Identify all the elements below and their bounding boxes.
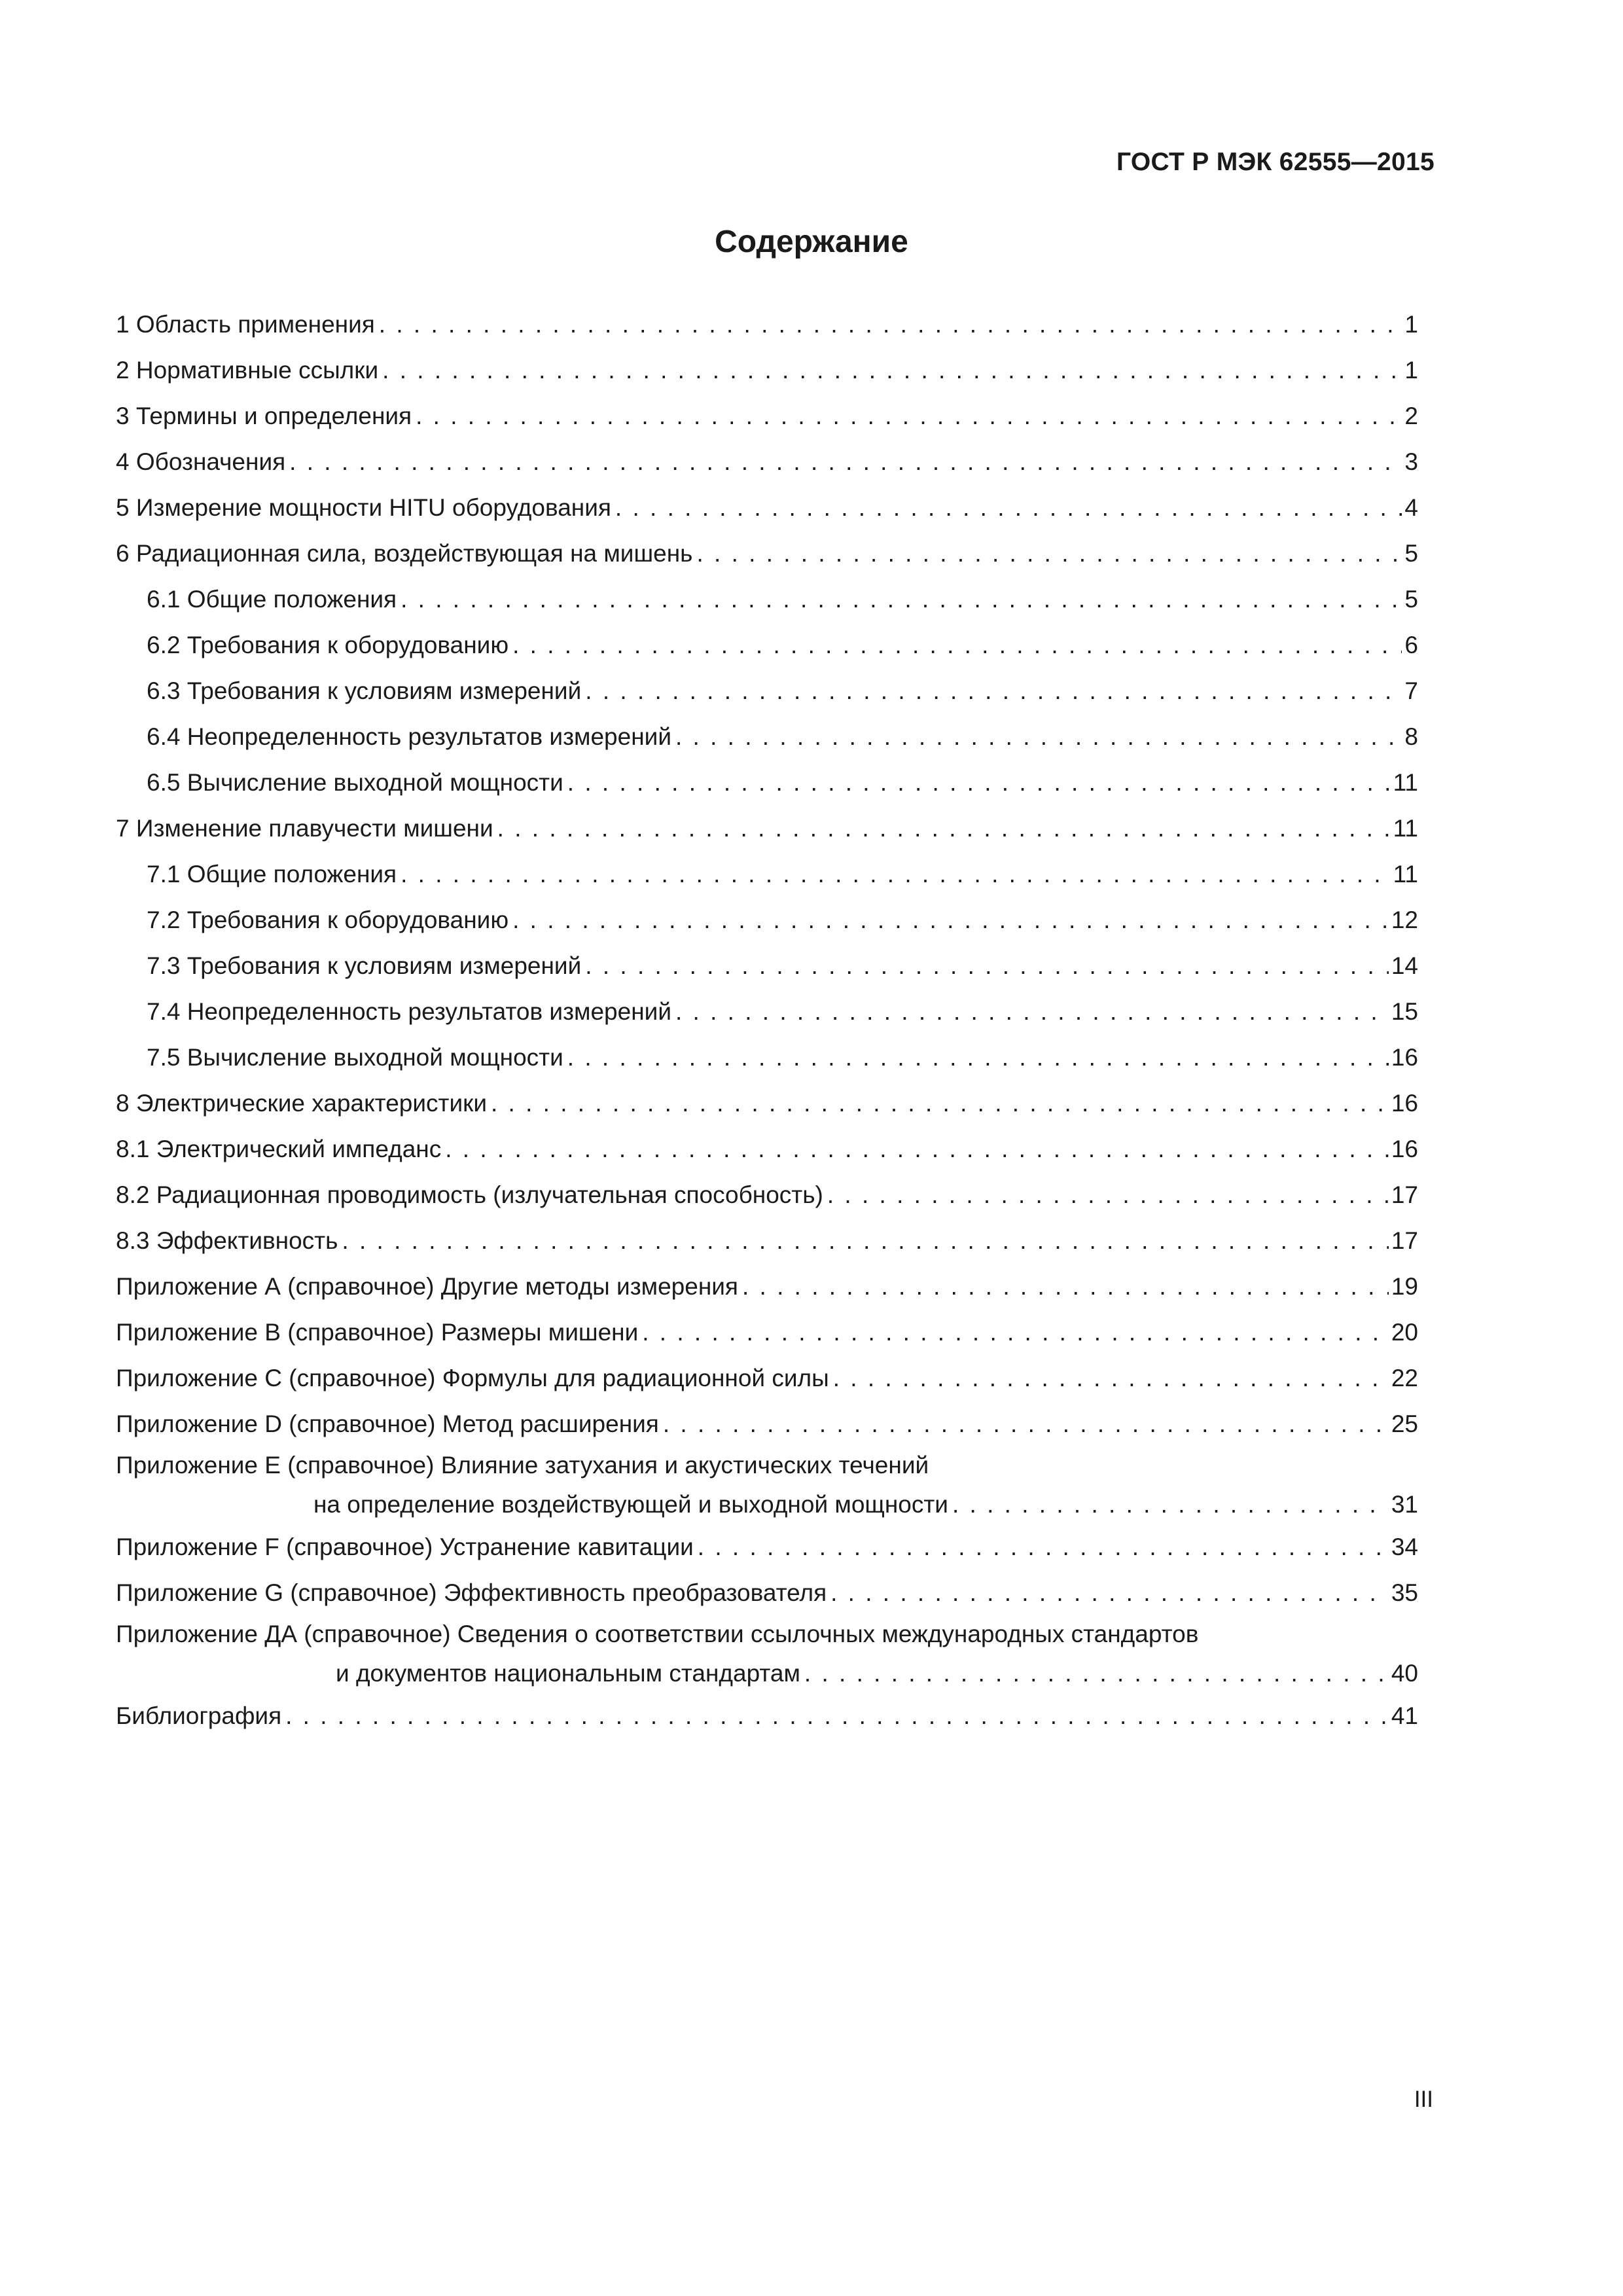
toc-entry[interactable]	[116, 302, 1418, 348]
toc-leader-dots	[491, 1081, 1389, 1126]
toc-leader-dots	[585, 668, 1402, 714]
toc-leader-dots	[401, 852, 1390, 897]
toc-entry[interactable]	[116, 1035, 1418, 1081]
toc-leader-dots	[285, 1693, 1389, 1739]
toc-entry-page: 1	[1404, 357, 1418, 384]
toc-entry[interactable]	[116, 485, 1418, 531]
toc-entry-page: 3	[1404, 448, 1418, 475]
toc-entry-page: 14	[1391, 952, 1418, 979]
toc-entry-label: Приложение G (справочное) Эффективность преобразователя	[116, 1570, 830, 1616]
toc-entry[interactable]	[116, 577, 1418, 622]
toc-entry-page: 4	[1404, 494, 1418, 521]
toc-entry[interactable]	[116, 943, 1418, 989]
toc-entry[interactable]	[116, 989, 1418, 1035]
toc-entry[interactable]	[116, 714, 1418, 760]
toc-entry-page: 20	[1391, 1319, 1418, 1346]
toc-entry-page: 11	[1393, 769, 1418, 796]
toc-leader-dots	[497, 806, 1391, 852]
toc-entry-label-continued: и документов национальным стандартам	[336, 1653, 804, 1695]
toc-leader-dots	[567, 1035, 1389, 1081]
toc-entry-label: Приложение D (справочное) Метод расширения	[116, 1401, 663, 1447]
toc-leader-dots	[827, 1172, 1389, 1218]
toc-entry-page: 5	[1404, 540, 1418, 567]
toc-entry-page: 19	[1391, 1273, 1418, 1300]
toc-entry[interactable]	[116, 1401, 1418, 1447]
toc-entry[interactable]	[116, 1355, 1418, 1401]
toc-entry-label: 2 Нормативные ссылки	[116, 348, 382, 393]
toc-entry-label: 7.2 Требования к оборудованию	[147, 897, 512, 943]
toc-entry-page: 41	[1391, 1702, 1418, 1729]
toc-leader-dots	[512, 622, 1402, 668]
toc-entry[interactable]	[116, 806, 1418, 852]
toc-entry[interactable]	[116, 1616, 1418, 1693]
toc-leader-dots	[289, 439, 1402, 485]
toc-entry[interactable]	[116, 1310, 1418, 1355]
toc-leader-dots	[833, 1355, 1389, 1401]
toc-entry[interactable]	[116, 760, 1418, 806]
toc-entry-label-continued: на определение воздействующей и выходной мощности	[313, 1484, 952, 1526]
toc-entry-label: Библиография	[116, 1693, 285, 1739]
toc-leader-dots	[675, 989, 1389, 1035]
toc-entry-page: 7	[1404, 677, 1418, 704]
toc-leader-dots	[567, 760, 1391, 806]
toc-entry[interactable]	[116, 1081, 1418, 1126]
toc-entry-label: 1 Область применения	[116, 302, 379, 348]
toc-entry-page: 16	[1391, 1044, 1418, 1071]
toc-entry[interactable]	[116, 1570, 1418, 1616]
toc-entry-label: 6.2 Требования к оборудованию	[147, 622, 512, 668]
toc-entry-page: 17	[1391, 1227, 1418, 1254]
toc-entry-label: 7.5 Вычисление выходной мощности	[147, 1035, 567, 1081]
toc-leader-dots	[585, 943, 1389, 989]
toc-leader-dots	[401, 577, 1402, 622]
toc-leader-dots	[416, 393, 1402, 439]
toc-entry[interactable]	[116, 1447, 1418, 1524]
toc-leader-dots	[512, 897, 1389, 943]
toc-entry[interactable]	[116, 1172, 1418, 1218]
toc-entry-page: 5	[1404, 586, 1418, 613]
toc-entry[interactable]	[116, 1218, 1418, 1264]
toc-entry[interactable]	[116, 393, 1418, 439]
toc-entry[interactable]	[116, 531, 1418, 577]
toc-title: Содержание	[715, 224, 908, 259]
toc-leader-dots	[698, 1524, 1389, 1570]
toc-entry-label: 8 Электрические характеристики	[116, 1081, 491, 1126]
toc-leader-dots	[696, 531, 1402, 577]
table-of-contents	[116, 302, 1418, 1739]
toc-entry-page: 16	[1391, 1090, 1418, 1117]
toc-entry-page: 11	[1393, 815, 1418, 842]
toc-entry[interactable]	[116, 622, 1418, 668]
toc-entry-label: Приложение ДА (справочное) Сведения о соответствии ссылочных международных стандартов	[116, 1621, 1199, 1647]
toc-entry[interactable]	[116, 1693, 1418, 1739]
toc-entry[interactable]	[116, 852, 1418, 897]
toc-entry-label: 6.5 Вычисление выходной мощности	[147, 760, 567, 806]
toc-entry-page: 15	[1391, 998, 1418, 1025]
toc-leader-dots	[742, 1264, 1389, 1310]
toc-leader-dots	[342, 1218, 1388, 1264]
toc-leader-dots	[642, 1310, 1389, 1355]
toc-entry-label: Приложение С (справочное) Формулы для радиационной силы	[116, 1355, 833, 1401]
toc-entry-label: 8.1 Электрический импеданс	[116, 1126, 445, 1172]
toc-entry-label: 6.4 Неопределенность результатов измерений	[147, 714, 675, 760]
toc-leader-dots	[382, 348, 1402, 393]
page-number: III	[1414, 2087, 1433, 2112]
toc-leader-dots	[663, 1401, 1389, 1447]
toc-entry-label: 3 Термины и определения	[116, 393, 416, 439]
toc-entry-page: 17	[1391, 1181, 1418, 1208]
toc-entry-label: 6 Радиационная сила, воздействующая на мишень	[116, 531, 696, 577]
toc-entry-page: 22	[1391, 1365, 1418, 1391]
toc-entry-label: 8.2 Радиационная проводимость (излучательная способность)	[116, 1172, 827, 1218]
toc-entry-page: 34	[1391, 1534, 1418, 1560]
toc-entry-page: 12	[1391, 906, 1418, 933]
toc-entry[interactable]	[116, 1524, 1418, 1570]
toc-entry-label: 7.4 Неопределенность результатов измерений	[147, 989, 675, 1035]
toc-leader-dots	[445, 1126, 1389, 1172]
toc-entry-label: Приложение В (справочное) Размеры мишени	[116, 1310, 642, 1355]
toc-entry[interactable]	[116, 1264, 1418, 1310]
toc-entry-page: 11	[1393, 861, 1418, 888]
toc-entry[interactable]	[116, 897, 1418, 943]
toc-entry[interactable]	[116, 668, 1418, 714]
toc-entry-page: 2	[1404, 403, 1418, 429]
toc-entry[interactable]	[116, 439, 1418, 485]
toc-entry-label: 8.3 Эффективность	[116, 1218, 342, 1264]
toc-entry-label: Приложение А (справочное) Другие методы измерения	[116, 1264, 742, 1310]
toc-leader-dots	[379, 302, 1402, 348]
toc-entry-label: Приложение F (справочное) Устранение кавитации	[116, 1524, 698, 1570]
toc-entry-label: 7.1 Общие положения	[147, 852, 401, 897]
document-code: ГОСТ Р МЭК 62555—2015	[1116, 148, 1435, 176]
toc-entry-label: 4 Обозначения	[116, 439, 289, 485]
toc-entry-label: 6.1 Общие положения	[147, 577, 401, 622]
toc-entry-label: 7 Изменение плавучести мишени	[116, 806, 497, 852]
toc-entry[interactable]	[116, 348, 1418, 393]
toc-entry-page: 35	[1391, 1579, 1418, 1606]
toc-entry-page: 8	[1404, 723, 1418, 750]
toc-leader-dots	[615, 485, 1402, 531]
toc-entry-page: 1	[1404, 311, 1418, 338]
toc-leader-dots	[830, 1570, 1389, 1616]
toc-entry-label: 5 Измерение мощности HITU оборудования	[116, 485, 615, 531]
toc-leader-dots	[804, 1653, 1389, 1695]
toc-entry[interactable]	[116, 1126, 1418, 1172]
toc-entry-page: 40	[1391, 1660, 1418, 1687]
toc-entry-label: 7.3 Требования к условиям измерений	[147, 943, 585, 989]
toc-entry-page: 31	[1391, 1491, 1418, 1518]
toc-leader-dots	[952, 1484, 1389, 1526]
toc-entry-label: 6.3 Требования к условиям измерений	[147, 668, 585, 714]
toc-entry-label: Приложение Е (справочное) Влияние затухания и акустических течений	[116, 1452, 929, 1479]
toc-leader-dots	[675, 714, 1402, 760]
toc-entry-page: 16	[1391, 1136, 1418, 1162]
toc-entry-page: 25	[1391, 1410, 1418, 1437]
toc-entry-page: 6	[1404, 632, 1418, 658]
